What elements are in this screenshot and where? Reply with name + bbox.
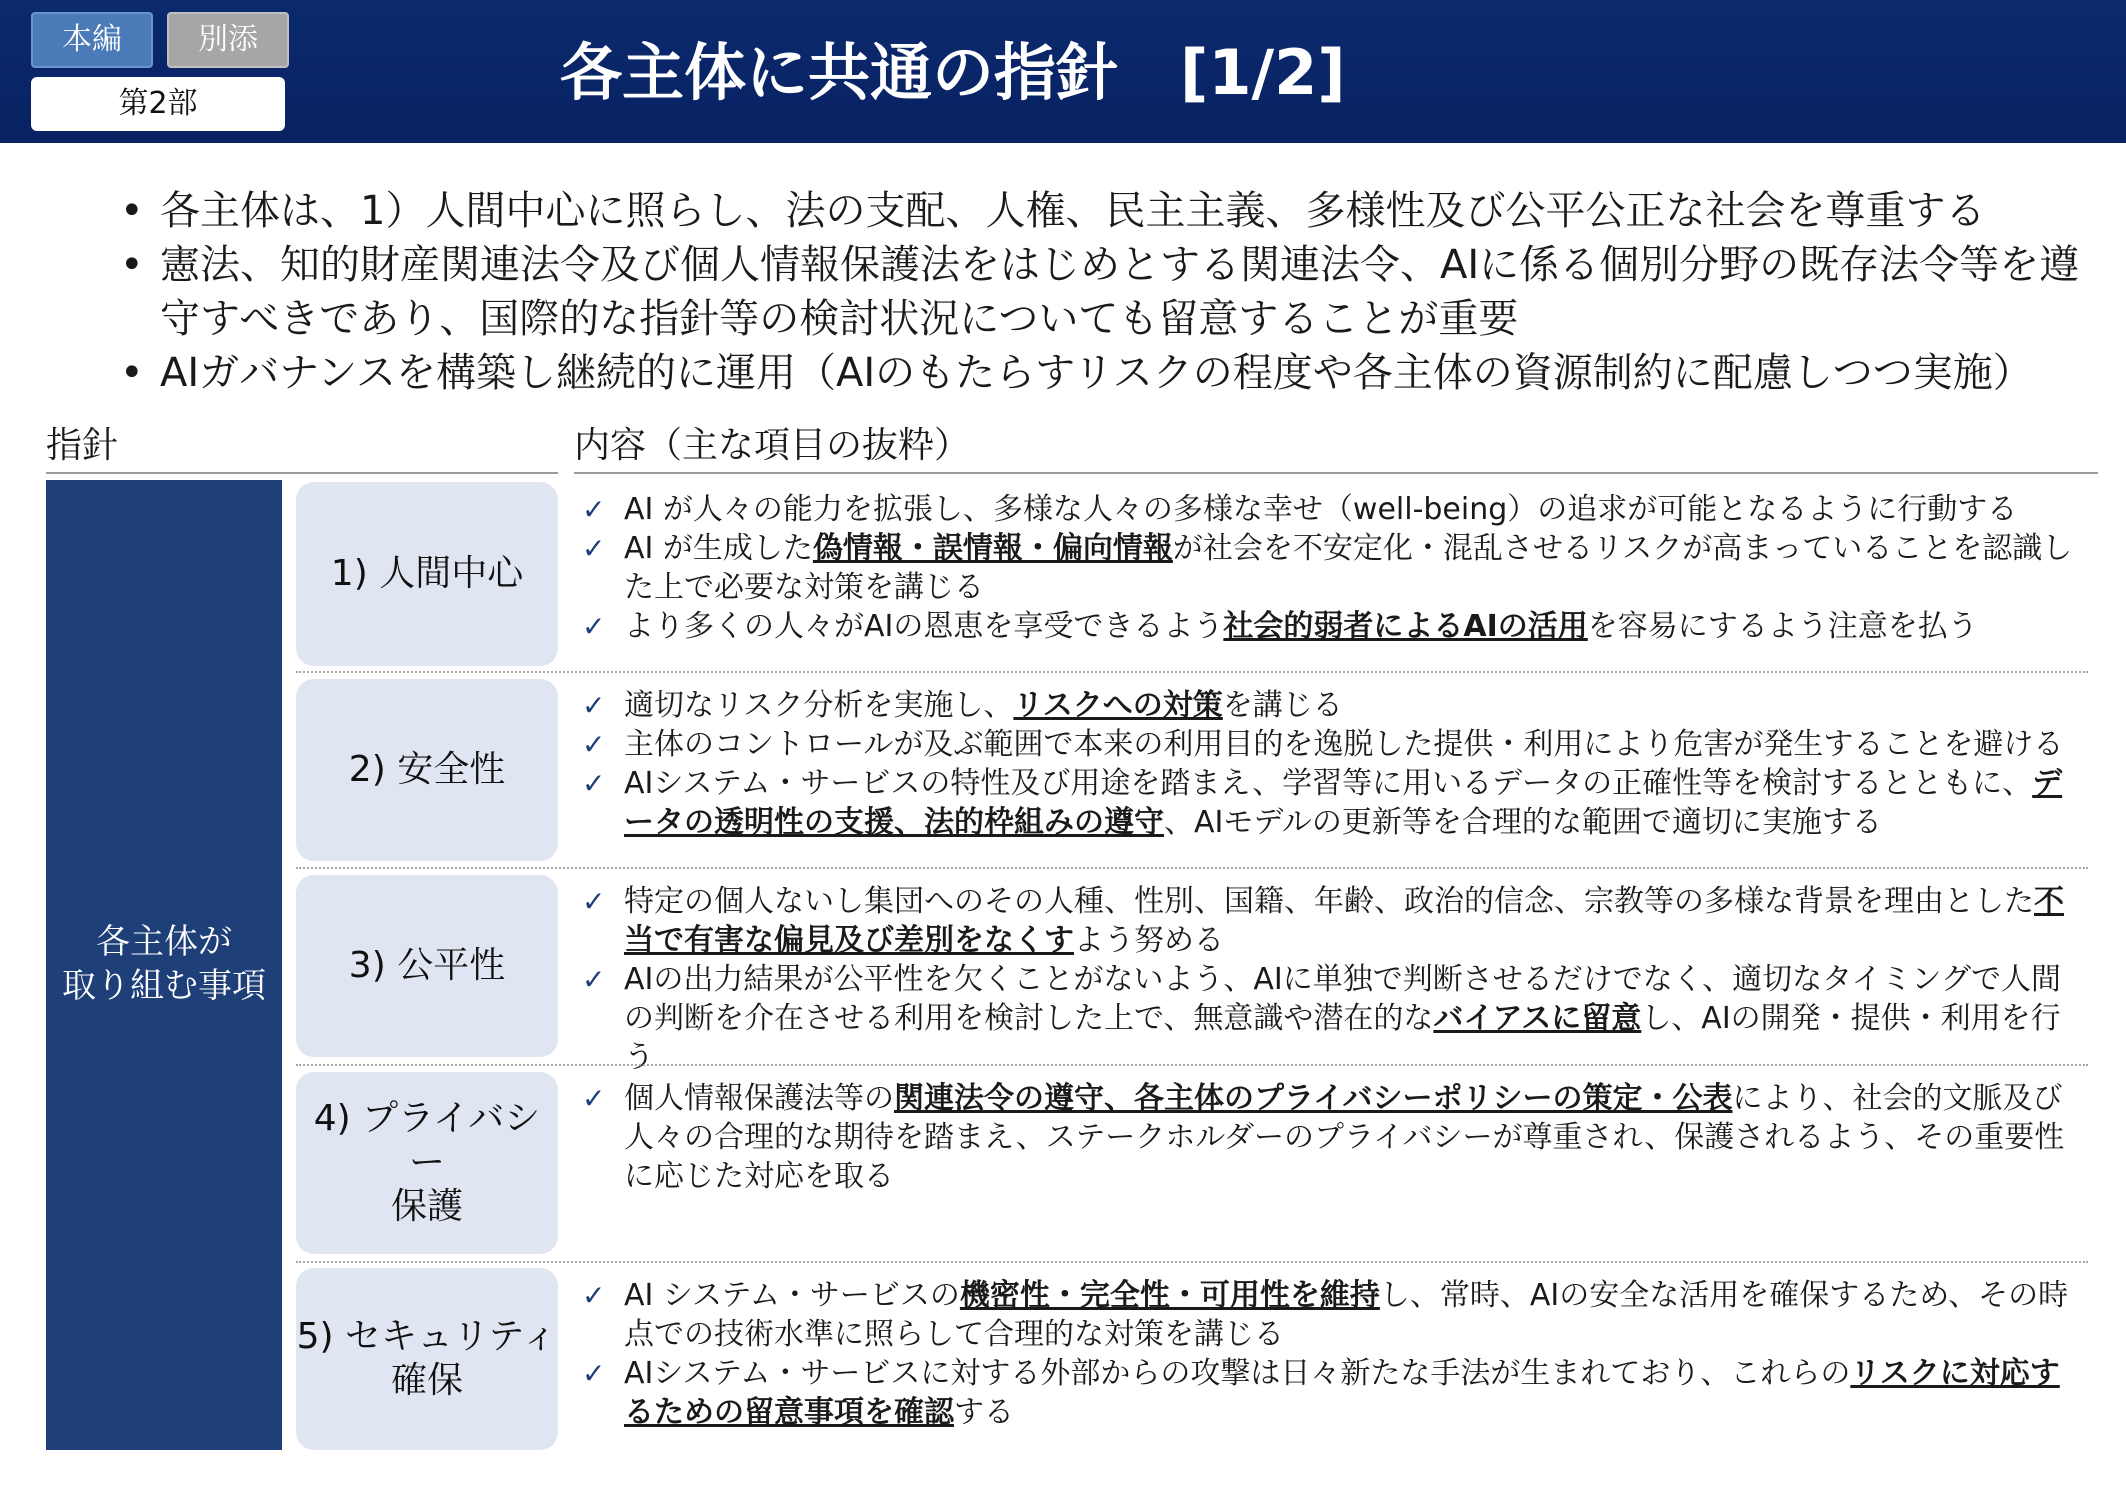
- emphasis-text: バイアスに留意: [1433, 1001, 1642, 1036]
- row-divider: [296, 867, 2088, 869]
- check-icon: ✓: [582, 689, 606, 722]
- emphasis-text: リスクへの対策: [1013, 688, 1223, 723]
- item-text: AI が生成した: [624, 531, 813, 566]
- row-divider: [296, 1261, 2088, 1263]
- item-text: よう努める: [1074, 923, 1224, 958]
- emphasis-text: 機密性・完全性・可用性を維持: [959, 1278, 1380, 1313]
- list-item: [578, 1354, 2088, 1432]
- item-text: AI システム・サービスの: [624, 1278, 960, 1313]
- row-label-fairness: [296, 875, 558, 1057]
- intro-bullet-text: 各主体は、1）人間中心に照らし、法の支配、人権、民主主義、多様性及び公平公正な社会を尊重する: [160, 188, 1986, 234]
- bullet-dot: •: [120, 350, 144, 396]
- item-text: AIシステム・サービスの特性及び用途を踏まえ、学習等に用いるデータの正確性等を検討するとともに、: [624, 766, 2033, 801]
- intro-bullet: [120, 238, 2080, 346]
- row-content-fairness: [578, 882, 2088, 1077]
- row-label-text: 5) セキュリティ 確保: [296, 1316, 558, 1401]
- list-item: [578, 686, 2088, 725]
- list-item: [578, 882, 2088, 960]
- intro-bullet-text: 憲法、知的財産関連法令及び個人情報保護法をはじめとする関連法令、AIに係る個別分野の既存法令等を遵守すべきであり、国際的な指針等の検討状況についても留意することが重要: [160, 242, 2080, 342]
- intro-bullet: [120, 346, 2080, 400]
- check-icon: ✓: [582, 963, 606, 996]
- emphasis-text: 社会的弱者によるAIの活用: [1223, 609, 1588, 644]
- tab-attachment[interactable]: 別添: [167, 12, 289, 68]
- item-text: 適切なリスク分析を実施し、: [624, 688, 1014, 723]
- check-icon: ✓: [582, 1357, 606, 1390]
- item-text: 主体のコントロールが及ぶ範囲で本来の利用目的を逸脱した提供・利用により危害が発生することを避ける: [624, 727, 2064, 762]
- tab-main[interactable]: 本編: [31, 12, 153, 68]
- check-icon: ✓: [582, 885, 606, 918]
- item-text: 特定の個人ないし集団へのその人種、性別、国籍、年齢、政治的信念、宗教等の多様な背景を理由とした: [624, 884, 2034, 919]
- list-item: [578, 725, 2088, 764]
- left-band-label: 各主体が 取り組む事項: [62, 922, 266, 1006]
- row-content-human-centric: [578, 490, 2088, 646]
- emphasis-text: リスクに対応するための留意事項を確認: [624, 1356, 2060, 1430]
- item-text: 個人情報保護法等の: [624, 1081, 894, 1116]
- item-text: する: [954, 1395, 1014, 1430]
- item-text: し、常時、AIの安全な活用を確保するため、その時点での技術水準に照らして合理的な対策を講じる: [624, 1278, 2069, 1352]
- list-item: [578, 490, 2088, 529]
- list-item: [578, 1079, 2088, 1196]
- part-label: 第2部: [31, 77, 285, 131]
- bullet-dot: •: [120, 188, 144, 234]
- emphasis-text: 関連法令の遵守、各主体のプライバシーポリシーの策定・公表: [894, 1081, 1733, 1116]
- check-icon: ✓: [582, 1279, 606, 1312]
- list-item: [578, 607, 2088, 646]
- column-header-content: 内容（主な項目の抜粋）: [574, 420, 2098, 474]
- header-bar: [0, 0, 2126, 143]
- row-label-safety: [296, 679, 558, 861]
- list-item: [578, 1276, 2088, 1354]
- intro-bullets: [120, 184, 2080, 400]
- page-title: 各主体に共通の指針 [1/2]: [560, 36, 1346, 109]
- row-label-text: 3) 公平性: [348, 945, 506, 986]
- item-text: 、AIモデルの更新等を合理的な範囲で適切に実施する: [1164, 805, 1882, 840]
- item-text: により、社会的文脈及び人々の合理的な期待を踏まえ、ステークホルダーのプライバシーが尊重され、保護されるよう、その重要性に応じた対応を取る: [624, 1081, 2065, 1194]
- item-text: を講じる: [1222, 688, 1343, 723]
- item-text: し、AIの開発・提供・利用を行う: [624, 1001, 2061, 1075]
- row-label-text: 1) 人間中心: [330, 553, 524, 594]
- row-divider: [296, 671, 2088, 673]
- row-label-security: [296, 1268, 558, 1450]
- check-icon: ✓: [582, 610, 606, 643]
- row-label-text: 2) 安全性: [348, 749, 506, 790]
- emphasis-text: データの透明性の支援、法的枠組みの遵守: [624, 766, 2063, 840]
- item-text: を容易にするよう注意を払う: [1587, 609, 1978, 644]
- row-label-privacy: [296, 1072, 558, 1254]
- item-text: AIの出力結果が公平性を欠くことがないよう、AIに単独で判断させるだけでなく、適切なタイミングで人間の判断を介在させる利用を検討した上で、無意識や潜在的な: [624, 962, 2061, 1036]
- column-header-guideline: 指針: [46, 420, 558, 474]
- row-content-security: [578, 1276, 2088, 1432]
- list-item: [578, 764, 2088, 842]
- row-label-text: 4) プライバシー 保護: [313, 1098, 541, 1227]
- check-icon: ✓: [582, 1082, 606, 1115]
- emphasis-text: 不当で有害な偏見及び差別をなくす: [624, 884, 2064, 958]
- check-icon: ✓: [582, 493, 606, 526]
- row-label-human-centric: [296, 482, 558, 666]
- row-divider: [296, 1064, 2088, 1066]
- item-text: が社会を不安定化・混乱させるリスクが高まっていることを認識した上で必要な対策を講じる: [624, 531, 2073, 605]
- left-band: [46, 480, 282, 1450]
- check-icon: ✓: [582, 767, 606, 800]
- intro-bullet: [120, 184, 2080, 238]
- bullet-dot: •: [120, 242, 144, 288]
- check-icon: ✓: [582, 532, 606, 565]
- list-item: [578, 529, 2088, 607]
- emphasis-text: 偽情報・誤情報・偏向情報: [812, 531, 1173, 566]
- item-text: AI が人々の能力を拡張し、多様な人々の多様な幸せ（well-being）の追求が可能となるように行動する: [624, 492, 2018, 527]
- row-content-safety: [578, 686, 2088, 842]
- intro-bullet-text: AIガバナンスを構築し継続的に運用（AIのもたらすリスクの程度や各主体の資源制約に配慮しつつ実施）: [160, 350, 2033, 396]
- list-item: [578, 960, 2088, 1077]
- row-content-privacy: [578, 1079, 2088, 1196]
- check-icon: ✓: [582, 728, 606, 761]
- item-text: より多くの人々がAIの恩恵を享受できるよう: [624, 609, 1224, 644]
- item-text: AIシステム・サービスに対する外部からの攻撃は日々新たな手法が生まれており、これらの: [624, 1356, 1851, 1391]
